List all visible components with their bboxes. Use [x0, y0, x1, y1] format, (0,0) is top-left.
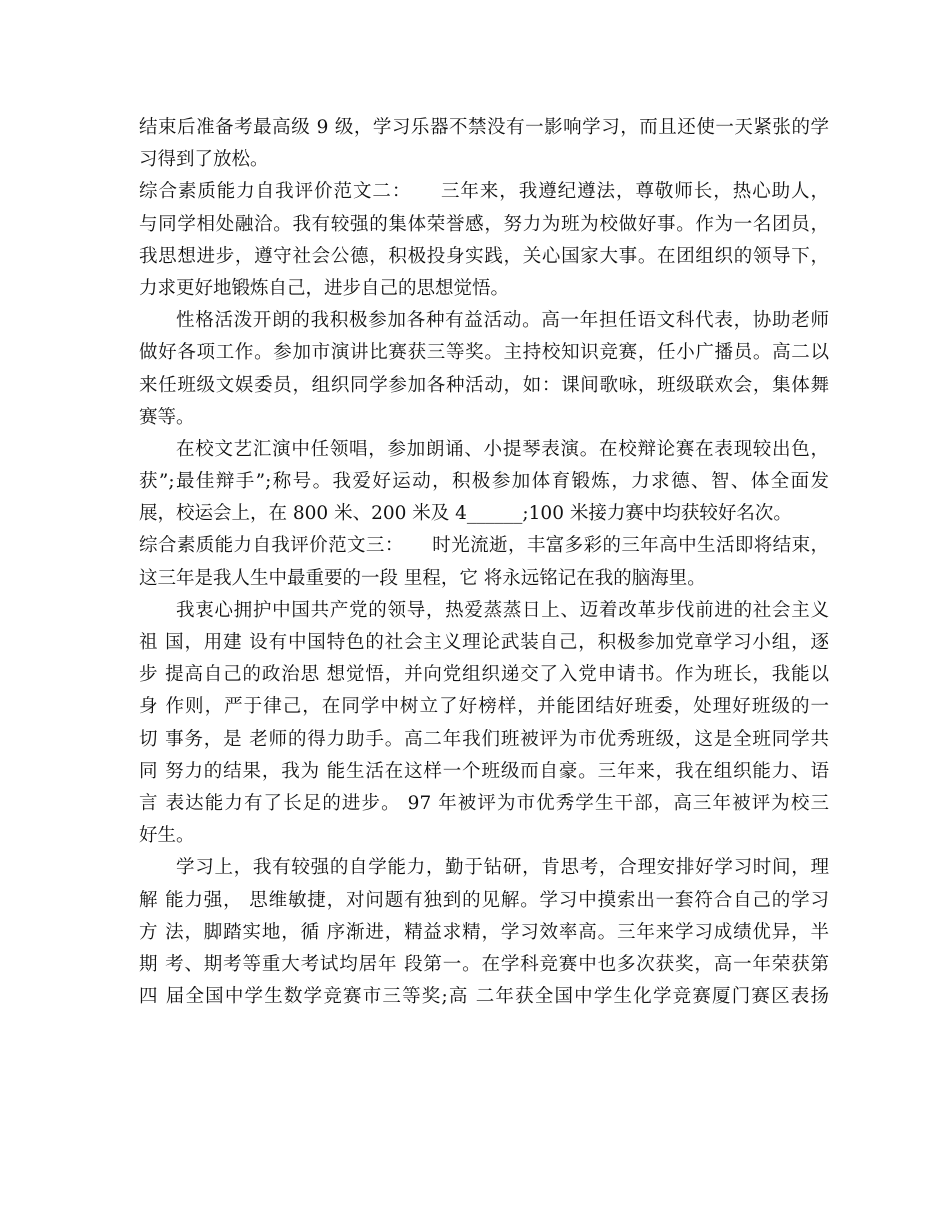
text-line: 来任班级文娱委员，组织同学参加各种活动，如：课间歌咏，班级联欢会，集体舞 [139, 374, 829, 396]
text-line: 祖 国，用建 设有中国特色的社会主义理论武装自己，积极参加党章学习小组，逐 [139, 632, 829, 653]
document-page [139, 112, 829, 1013]
text-line: 做好各项工作。参加市演讲比赛获三等奖。主持校知识竞赛，任小广播员。高二以 [139, 342, 829, 364]
text-line: 方 法，脚踏实地，循 序渐进，精益求精，学习效率高。三年来学习成绩优异，半 [139, 921, 829, 943]
paragraph-first-line: 学习上，我有较强的自学能力，勤于钻研，肯思考，合理安排好学习时间，理 [176, 857, 829, 879]
text-line: 好生。 [139, 825, 195, 847]
text-line: 期 考、期考等重大考试均居年 段第一。在学科竞赛中也多次获奖，高一年荣获第 [139, 953, 829, 975]
text-line: 切 事务，是 老师的得力助手。高二年我们班被评为市优秀班级，这是全班同学共 [139, 728, 829, 750]
paragraph-first-line: 性格活泼开朗的我积极参加各种有益活动。高一年担任语文科代表，协助老师 [176, 310, 829, 332]
text-line: 步 提高自己的政治思 想觉悟，并向党组织递交了入党申请书。作为班长，我能以 [139, 664, 829, 686]
text-line: 赛等。 [139, 406, 195, 428]
section-heading-line: 综合素质能力自我评价范文三： 时光流逝，丰富多彩的三年高中生活即将结束， [139, 535, 829, 557]
text-line: 结束后准备考最高级 9 级，学习乐器不禁没有一影响学习，而且还使一天紧张的学 [139, 117, 829, 138]
text-line: 我思想进步，遵守社会公德，积极投身实践，关心国家大事。在团组织的领导下， [139, 245, 829, 267]
text-line: 展，校运会上，在 800 米、200 米及 4______;100 米接力赛中均获较好名次。 [139, 503, 792, 525]
text-line: 身 作则，严于律己，在同学中树立了好榜样，并能团结好班委，处理好班级的一 [139, 696, 829, 718]
text-line: 言 表达能力有了长足的进步。 97 年被评为市优秀学生干部，高三年被评为校三 [139, 792, 829, 814]
text-line: 解 能力强， 思维敏捷，对问题有独到的见解。学习中摸索出一套符合自己的学习 [139, 889, 829, 911]
text-line: 四 届全国中学生数学竞赛市三等奖;高 二年获全国中学生化学竞赛厦门赛区表扬 [139, 986, 829, 1008]
paragraph-first-line: 我衷心拥护中国共产党的领导，热爱蒸蒸日上、迈着改革步伐前进的社会主义 [176, 599, 829, 621]
text-line: 力求更好地锻炼自己，进步自己的思想觉悟。 [139, 277, 510, 299]
section-heading-line: 综合素质能力自我评价范文二： 三年来，我遵纪遵法，尊敬师长，热心助人， [139, 181, 829, 203]
paragraph-first-line: 在校文艺汇演中任领唱，参加朗诵、小提琴表演。在校辩论赛在表现较出色， [176, 438, 829, 460]
text-line: 与同学相处融洽。我有较强的集体荣誉感，努力为班为校做好事。作为一名团员， [139, 213, 829, 235]
text-line: 获”;最佳辩手”;称号。我爱好运动，积极参加体育锻炼，力求德、智、体全面发 [139, 471, 829, 493]
text-line: 同 努力的结果，我为 能生活在这样一个班级而自豪。三年来，我在组织能力、语 [139, 760, 829, 782]
text-line: 这三年是我人生中最重要的一段 里程，它 将永远铭记在我的脑海里。 [139, 567, 706, 589]
text-line: 习得到了放松。 [139, 149, 269, 171]
